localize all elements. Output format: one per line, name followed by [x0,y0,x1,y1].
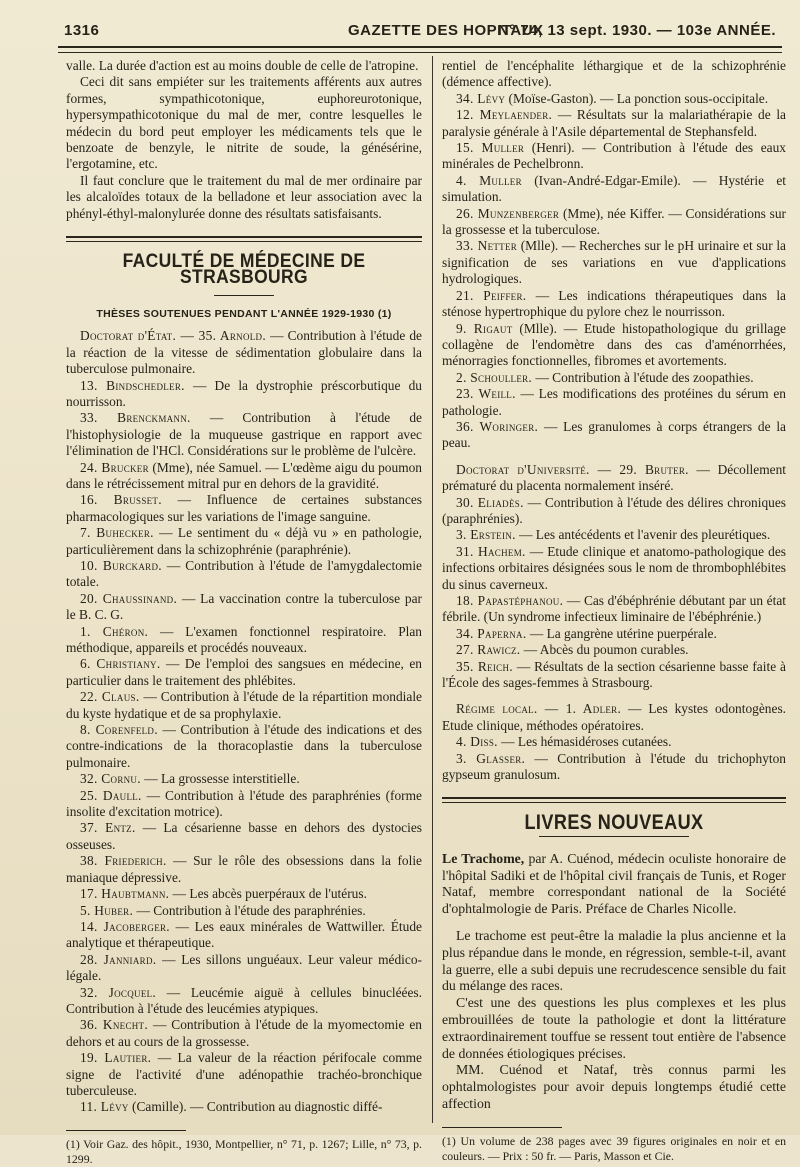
section-rule [66,236,422,242]
thesis-author: 13. Bindschedler. [80,377,185,393]
title-rule [214,295,274,296]
thesis-title: — Les eaux minérales de Wattwiller. Étude analytique et thérapeutique. [66,918,422,951]
thesis-entry [442,544,786,593]
thesis-title: — Les hémasidéroses cutanées. [497,734,672,750]
thesis-title: — La grossesse interstitielle. [140,771,300,787]
thesis-title: — Influence de certaines substances pharmacologiques sur les variations de l'image sanguine. [66,492,422,524]
thesis-title: — Sur le rôle des obsessions dans la folie maniaque dépressive. [66,853,422,885]
book-intro [442,851,786,918]
thesis-title: — Leucémie aiguë à cellules binucléées. Contribution à l'étude des leucémies atypiques. [66,984,422,1016]
theses-list [66,328,422,1116]
thesis-title: — Les granulomes à corps étrangers de la peau. [442,418,786,451]
thesis-author: 22. Claus. [80,689,140,705]
thesis-entry [66,1050,422,1099]
thesis-entry [66,328,422,377]
thesis-author: 35. Reich. [456,658,513,674]
book-paragraph: C'est une des questions les plus complexes et les plus embrouillées de toute la pathologie et dont la littérature extraordinairement touffue se ressent tout entière de l'absence de données étiologiques précises. [442,995,786,1061]
thesis-author: 10. Burckard. [80,557,162,573]
thesis-entry [66,771,422,787]
thesis-title: (Mlle). — Recherches sur le pH urinaire et sur la signification de ses variations en vue d'applications hydrologiques. [442,238,787,287]
thesis-entry [66,624,422,657]
livres-title: LIVRES NOUVEAUX [524,811,704,835]
thesis-title: — Résultats sur la malariathérapie de la paralysie générale à l'Asile départemental de Stephansfeld. [442,107,786,139]
university-theses-list [442,462,786,692]
book-paragraph: MM. Cuénod et Nataf, très connus parmi les ophtalmologistes pour avoir depuis longtemps étudié cette affection [442,1062,786,1112]
footnote-rule [66,1130,186,1131]
thesis-entry [442,626,786,642]
section-rule [442,797,786,803]
title-rule [539,836,689,837]
thesis-entry [66,919,422,952]
thesis-entry [66,378,422,411]
thesis-author: 16. Brusset. [80,492,162,508]
thesis-author: 26. Munzenberger [456,205,560,221]
thesis-title: (Mme), née Samuel. — L'œdème aigu du poumon dans le rétrécissement mitral pur en dehors de la gravidité. [66,459,422,491]
thesis-entry [442,288,786,321]
issue-info: N° 74, 13 sept. 1930. — 103e ANNÉE. [497,22,776,39]
thesis-entry [442,321,786,370]
thesis-title: — Résultats de la section césarienne basse faite à l'École des sages-femmes à Strasbourg. [442,658,786,691]
thesis-title: — De la dystrophie préscorbutique du nourrisson. [66,377,423,409]
thesis-author: 27. Rawicz. [456,642,521,658]
thesis-title: — Les abcès puerpéraux de l'utérus. [169,886,367,902]
thesis-entry [442,642,786,658]
thesis-author: 19. Lautier. [80,1050,152,1066]
thesis-author: 18. Papastéphanou. [456,593,564,608]
thesis-author: 20. Chaussinand. [80,590,178,606]
thesis-title: — Contribution à l'étude de la réaction de la vitesse de sédimentation globulaire dans la tuberculose pulmonaire. [66,328,422,377]
thesis-entry [66,722,422,771]
thesis-author: 30. Eliadès. [456,494,524,510]
thesis-author: 32. Jocquel. [80,984,157,1000]
thesis-title: — La vaccination contre la tuberculose par le B. C. G. [66,590,422,623]
thesis-title: — Les modifications des protéines du sérum en pathologie. [442,386,786,418]
thesis-title: — Contribution à l'étude de la myomectomie en dehors et au cours de la grossesse. [66,1017,422,1049]
thesis-entry [66,460,422,493]
thesis-entry [66,952,422,985]
thesis-author: Régime local. — 1. Adler. [456,701,622,717]
thesis-title: (Camille). — Contribution au diagnostic diffé- [128,1099,383,1115]
thesis-title: — Contribution à l'étude des paraphrénies (forme insolite d'excitation motrice). [66,787,422,820]
thesis-entry [442,659,786,692]
thesis-title: — Contribution à l'étude des indications et des contre-indications de la thoracoplastie dans la tuberculose pulmonaire. [66,722,422,770]
thesis-entry [66,558,422,591]
thesis-entry [66,492,422,525]
thesis-title: — La valeur de la réaction périfocale comme signe de l'activité d'une adénopathie trachéo-bronchique tuberculeuse. [66,1050,422,1098]
thesis-entry [442,495,786,528]
thesis-title: — Le sentiment du « déjà vu » en pathologie, particulièrement dans la schizophrénie (paraphrénie). [66,525,422,557]
thesis-entry [442,734,786,750]
thesis-entry [442,173,786,206]
book-footnote: (1) Un volume de 238 pages avec 39 figures originales en noir et en couleurs. — Prix : 50 fr. — Paris, Masson et Cie. [442,1133,786,1163]
thesis-author: 14. Jacoberger. [80,918,170,934]
thesis-author: 8. Corenfeld. [80,722,158,738]
thesis-title: — Cas d'ébéphrénie débutant par un état fébrile. (Un syndrome infectieux liminaire de l'ébéphrénie.) [442,593,786,625]
thesis-author: 28. Janniard. [80,951,157,967]
thesis-author: 12. Meylaender. [456,107,553,123]
thesis-author: 36. Knecht. [80,1017,148,1033]
thesis-title: — L'examen fonctionnel respiratoire. Plan méthodique, appareils et procédés nouveaux. [66,623,423,655]
thesis-author: 34. Paperna. [456,625,527,641]
thesis-author: 33. Brenckmann. [80,410,191,426]
local-theses-list [442,701,786,783]
thesis-author: 2. Schouller. [456,369,533,385]
column-divider [432,56,433,1123]
footnote: (1) Voir Gaz. des hôpit., 1930, Montpellier, n° 71, p. 1267; Lille, n° 73, p. 1299. [66,1136,422,1166]
theses-heading: THÈSES SOUTENUES PENDANT L'ANNÉE 1929-1930 (1) [96,307,392,320]
thesis-title: — Les indications thérapeutiques dans la sténose hypertrophique du pylore chez le nourrisson. [442,287,786,320]
thesis-entry [442,238,786,287]
thesis-author: 9. Rigaut [456,320,513,336]
thesis-entry [66,591,422,624]
thesis-author: 3. Erstein. [456,527,516,543]
book-review [442,851,786,1113]
intro-paragraph: Il faut conclure que le traitement du mal de mer ordinaire par les alcaloïdes totaux de la belladone et leur association avec la phényl-éthyl-malonylurée donne des résultats satisfaisants. [66,172,422,221]
theses-list-continued [442,91,786,452]
thesis-title: — Contribution à l'étude des paraphrénies. [133,902,366,918]
thesis-entry [66,525,422,558]
thesis-title: — Contribution à l'étude de l'histophysiologie de la muqueuse gastrique en rapport avec l'élimination de l'HCl. Considérations sur le problème de l'ulcère. [66,410,422,459]
thesis-entry [442,91,786,107]
thesis-entry [442,206,786,239]
thesis-title: (Henri). — Contribution à l'étude des eaux minérales de Pechelbronn. [442,140,786,172]
thesis-author: 4. Muller [456,172,522,188]
thesis-entry [66,903,422,919]
thesis-title: — Les sillons unguéaux. Leur valeur médico-légale. [66,951,422,984]
thesis-entry [66,820,422,853]
thesis-title: — Les antécédents et l'avenir des pleurétiques. [515,527,771,543]
thesis-title: — De l'emploi des sangsues en médecine, en particulier dans le traitement des phlébites. [66,656,422,688]
thesis-author: 1. Chéron. [80,623,149,639]
thesis-entry [66,1017,422,1050]
thesis-entry [66,886,422,902]
thesis-entry [442,527,786,543]
thesis-author: Doctorat d'Université. — 29. Bruter. [456,461,689,477]
thesis-entry [442,107,786,140]
intro-paragraph: Ceci dit sans empiéter sur les traitements afférents aux autres formes, sympathicotonique, euphoreurotonique, hypersympathicotonique du mal de mer, contre lesquelles le médecin du bord peut employer les médicaments tels que le benzoate de benzyle, le nitrite de soude, la génésérine, l'ergotamine, etc. [66,74,422,172]
thesis-title: — Contribution à l'étude des zoopathies. [532,369,754,385]
thesis-entry [442,140,786,173]
thesis-title: — Les kystes odontogènes. Etude clinique, méthodes opératoires. [442,701,786,733]
thesis-entry [442,386,786,419]
footnote-rule [442,1127,562,1128]
thesis-author: Doctorat d'État. — 35. Arnold. [80,328,266,344]
thesis-author: 32. Cornu. [80,771,141,787]
thesis-author: 37. Entz. [80,820,136,836]
thesis-entry [66,410,422,459]
thesis-author: 15. Muller [456,140,525,156]
header-rule [58,46,782,53]
page-header [58,18,782,44]
thesis-title: (Mme), née Kiffer. — Considérations sur la grossesse et la tuberculose. [442,205,786,238]
thesis-author: 6. Christiany. [80,656,161,672]
thesis-title: — Contribution à l'étude de l'amygdalectomie totale. [66,557,422,590]
thesis-title: — Contribution à l'étude des délires chroniques (paraphrénies). [442,494,786,526]
book-paragraph: Le trachome est peut-être la maladie la plus ancienne et la plus répandue dans le monde, en régression, semble-t-il, avant la guerre, elle a subi depuis une recrudescence sensible du fait du mélange des races. [442,928,786,994]
thesis-author: 23. Weill. [456,386,516,402]
thesis-author: 3. Glasser. [456,750,526,766]
thesis-title: (Moïse-Gaston). — La ponction sous-occipitale. [505,90,769,106]
thesis-title: — Décollement prématuré du placenta normalement inséré. [442,461,786,494]
thesis-author: 34. Lévy [456,90,506,106]
thesis-author: 31. Hachem. [456,543,526,559]
left-column [66,58,422,1167]
thesis-entry [66,656,422,689]
thesis-entry [66,788,422,821]
thesis-title: — Abcès du poumon curables. [520,642,689,658]
thesis-author: 17. Haubtmann. [80,886,170,902]
thesis-entry [66,985,422,1018]
thesis-entry [66,853,422,886]
thesis-entry [442,593,786,626]
thesis-title: — Contribution à l'étude du trichophyton gypseum granulosum. [442,750,786,783]
thesis-author: 36. Woringer. [456,418,539,434]
page-number: 1316 [64,22,100,39]
thesis-entry [66,689,422,722]
right-column [442,58,786,1164]
thesis-title: — Contribution à l'étude de la répartition mondiale du kyste hydatique et de sa prophylaxie. [66,689,422,721]
thesis-author: 33. Netter [456,238,518,254]
book-intro-text: par A. Cuénod, médecin oculiste honoraire de l'hôpital Sadiki et de l'hôpital civil français de Tunis, et Roger Nataf, membre correspondant national de la Société d'ophtalmologie de Paris. Préface de Charles Nicolle. [442,850,786,917]
thesis-title: — Etude clinique et anatomo-pathologique des infections orbitaires désignées sous le nom de thrombophlébites du sinus caverneux. [442,543,786,592]
faculty-title: FACULTÉ DE MÉDECINE DE STRASBOURG [122,251,366,289]
journal-title: GAZETTE DES HOPITAUX [348,22,544,39]
thesis-title: — La césarienne basse en dehors des dystocies osseuses. [66,820,423,852]
thesis-entry [442,701,786,734]
thesis-title: (Mlle). — Etude histopathologique du grillage collagène de l'endomètre dans des cas d'aménorrhées, ménorragies fonctionnelles, fibromes et avortements. [442,320,787,369]
continuation-text: rentiel de l'encéphalite léthargique et de la schizophrénie (démence affective). [442,58,786,90]
thesis-entry [442,419,786,452]
thesis-entry [66,1099,422,1115]
thesis-author: 38. Friederich. [80,853,167,869]
intro-paragraph: valle. La durée d'action est au moins double de celle de l'atropine. [66,58,419,73]
thesis-author: 11. Lévy [80,1099,129,1115]
thesis-author: 7. Buhecker. [80,525,154,541]
thesis-title: (Ivan-André-Edgar-Emile). — Hystérie et simulation. [442,172,786,205]
thesis-author: 5. Huber. [80,902,134,918]
thesis-title: — La gangrène utérine puerpérale. [526,625,717,641]
thesis-entry [442,370,786,386]
thesis-author: 24. Brucker [80,459,149,475]
thesis-entry [442,462,786,495]
thesis-author: 21. Peiffer. [456,287,527,303]
thesis-entry [442,751,786,784]
thesis-author: 4. Diss. [456,734,498,750]
book-title: Le Trachome, [442,850,525,866]
thesis-author: 25. Daull. [80,787,142,803]
